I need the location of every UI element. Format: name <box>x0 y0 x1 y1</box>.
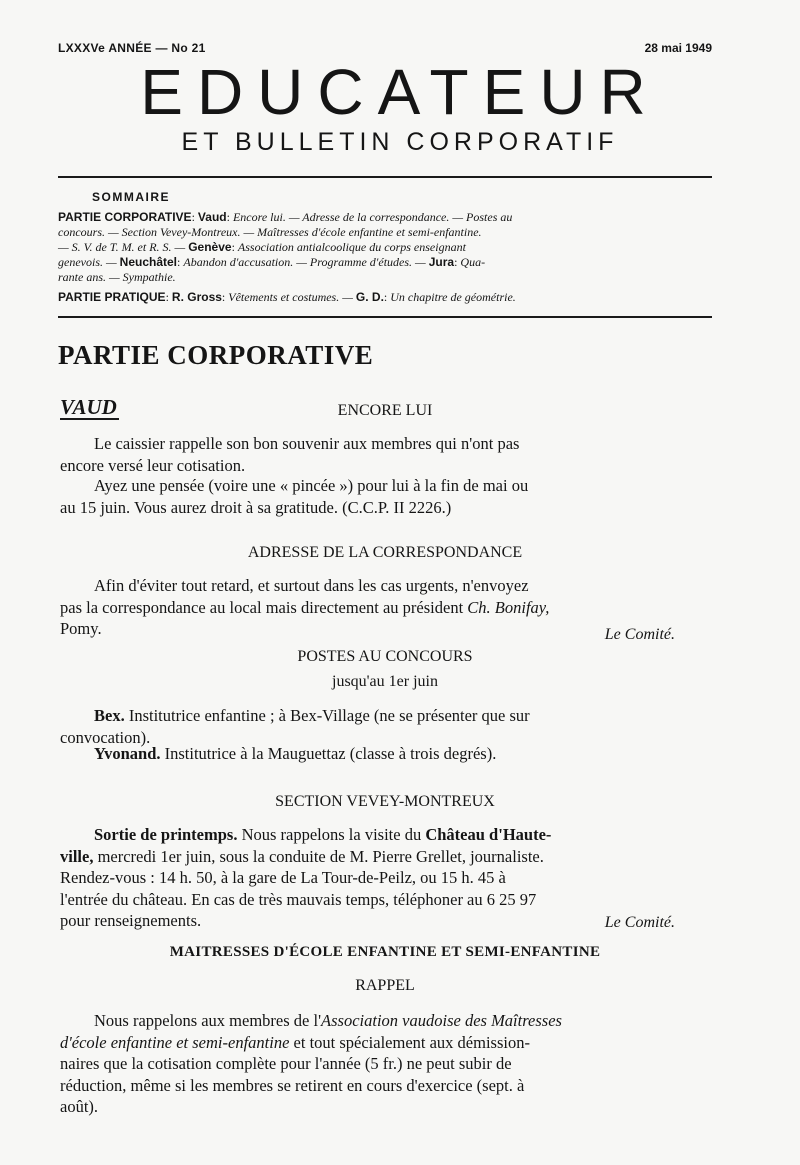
paragraph-yvonand <box>60 743 712 765</box>
chateau-name: Château d'Haute- <box>425 825 552 844</box>
sommaire-text: : <box>165 290 172 304</box>
issue-number: LXXXVe ANNÉE — No 21 <box>58 41 206 55</box>
sommaire-text: : <box>191 210 198 224</box>
sommaire-text: : <box>177 255 184 269</box>
text-line: Institutrice enfantine ; à Bex-Village (ne se présenter que sur <box>128 706 530 725</box>
text-line: réduction, même si les membres se retirent en cours d'exercice (sept. à <box>60 1075 525 1095</box>
journal-title: EDUCATEUR <box>140 56 660 128</box>
president-name: Ch. Bonifay, <box>467 597 550 617</box>
sommaire-label: Genève <box>188 240 232 254</box>
text-line: naires que la cotisation complète pour l'année (5 fr.) ne peut subir de <box>60 1054 512 1073</box>
sommaire-text: Qua- <box>460 255 486 269</box>
sommaire-label: Neuchâtel <box>119 255 178 269</box>
sommaire-text: Abandon d'accusation. — Programme d'études. — <box>183 255 429 269</box>
place-yvonand: Yvonand. <box>94 744 161 763</box>
sommaire-text: : <box>226 210 233 224</box>
sommaire-label: Vaud <box>197 210 227 224</box>
text-line: Institutrice à la Mauguettaz (classe à trois degrés). <box>164 744 497 763</box>
issue-date: 28 mai 1949 <box>644 41 712 55</box>
paragraph-bex <box>60 705 712 748</box>
sommaire-text: Association antialcoolique du corps enseignant <box>237 240 466 254</box>
text-line: et tout spécialement aux démission- <box>289 1032 530 1052</box>
sommaire-text: — S. V. de T. M. et R. S. — <box>58 240 189 254</box>
signature-comite-2: Le Comité. <box>604 914 675 931</box>
place-bex: Bex. <box>94 706 125 725</box>
association-name-cont: d'école enfantine et semi-enfantine <box>60 1032 290 1052</box>
sommaire-pratique <box>58 290 712 305</box>
sommaire-text: genevois. — <box>58 255 120 269</box>
sommaire-label: Jura <box>428 255 455 269</box>
text-line: l'entrée du château. En cas de très mauvais temps, téléphoner au 6 25 97 <box>60 889 537 909</box>
paragraph-encore-2 <box>60 475 712 518</box>
sommaire-text: : <box>221 290 229 304</box>
text-line: encore versé leur cotisation. <box>60 455 246 475</box>
sommaire-text: rante ans. — Sympathie. <box>58 270 176 284</box>
sommaire-text: Vêtements et costumes. — <box>228 290 356 304</box>
heading-adresse: ADRESSE DE LA CORRESPONDANCE <box>247 544 523 561</box>
association-name: Association vaudoise des Maîtresses <box>321 1011 562 1030</box>
heading-rappel: RAPPEL <box>355 977 415 994</box>
text-line: Le caissier rappelle son bon souvenir aux membres qui n'ont pas <box>94 434 520 453</box>
paragraph-encore-1 <box>60 433 712 476</box>
text-line: Afin d'éviter tout retard, et surtout dans les cas urgents, n'envoyez <box>94 576 529 595</box>
sommaire-line <box>58 290 712 305</box>
heading-vevey-montreux: SECTION VEVEY-MONTREUX <box>275 793 495 810</box>
paragraph-rappel <box>60 1010 712 1118</box>
text-line: convocation). <box>60 727 151 747</box>
text-line: août). <box>60 1097 99 1116</box>
text-line: Ayez une pensée (voire une « pincée ») pour lui à la fin de mai ou <box>94 476 529 495</box>
sommaire-text: : <box>454 255 461 269</box>
text-line: Nous rappelons la visite du <box>241 825 426 844</box>
sommaire-line <box>58 240 712 255</box>
sommaire-line <box>58 210 712 225</box>
sommaire-label: PARTIE CORPORATIVE <box>58 210 192 224</box>
sommaire-corporative <box>58 210 712 285</box>
signature-comite: Le Comité. <box>604 626 675 643</box>
sommaire-line <box>58 270 712 285</box>
text-line: au 15 juin. Vous aurez droit à sa gratitude. (C.C.P. II 2226.) <box>60 497 452 517</box>
sommaire-text: : <box>383 290 391 304</box>
sommaire-line <box>58 225 712 240</box>
journal-subtitle: ET BULLETIN CORPORATIF <box>181 128 619 156</box>
text-line: Nous rappelons aux membres de l' <box>94 1011 322 1030</box>
sommaire-line <box>58 255 712 270</box>
text-line: pour renseignements. <box>60 911 202 930</box>
heading-encore-lui: ENCORE LUI <box>337 402 433 419</box>
sommaire-text: Encore lui. — Adresse de la correspondance. — Postes au <box>232 210 513 224</box>
sortie-label: Sortie de printemps. <box>94 825 238 844</box>
section-title: PARTIE CORPORATIVE <box>58 340 374 370</box>
sommaire-label: PARTIE PRATIQUE <box>58 290 166 304</box>
heading-postes: POSTES AU CONCOURS <box>297 648 473 665</box>
text-line: Pomy. <box>60 619 102 638</box>
sommaire-text: : <box>231 240 238 254</box>
canton-heading-vaud: VAUD <box>60 395 117 419</box>
text-line: pas la correspondance au local mais directement au président <box>60 597 468 617</box>
sommaire-text: concours. — Section Vevey-Montreux. — Maîtresses d'école enfantine et semi-enfantine. <box>58 225 482 239</box>
chateau-name-cont: ville, <box>60 846 94 866</box>
text-line: Rendez-vous : 14 h. 50, à la gare de La Tour-de-Peilz, ou 15 h. 45 à <box>60 868 506 887</box>
sommaire-rule <box>58 316 712 318</box>
text-line: mercredi 1er juin, sous la conduite de M. Pierre Grellet, journaliste. <box>97 846 544 866</box>
sommaire-label: G. D. <box>355 290 384 304</box>
sommaire-text: Un chapitre de géométrie. <box>390 290 516 304</box>
heading-maitresses: MAITRESSES D'ÉCOLE ENFANTINE ET SEMI-ENFANTINE <box>169 944 601 960</box>
sommaire-label: R. Gross <box>171 290 222 304</box>
header-rule <box>58 176 712 178</box>
sommaire-heading: SOMMAIRE <box>92 190 170 204</box>
postes-subheading: jusqu'au 1er juin <box>332 673 438 690</box>
